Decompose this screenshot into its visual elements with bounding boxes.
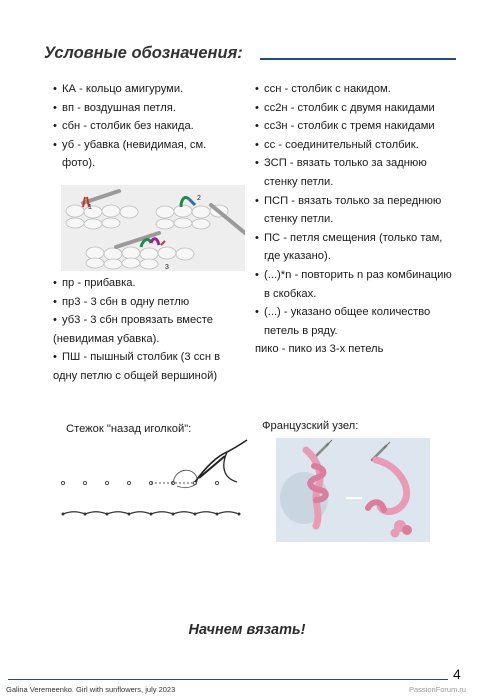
bullet: • bbox=[53, 101, 57, 114]
bullet: • bbox=[53, 277, 57, 289]
legend-item: стенку петли. bbox=[264, 175, 334, 188]
legend-left-column bbox=[53, 80, 253, 173]
watermark: PassionForum.ru bbox=[409, 685, 467, 694]
legend-item: • КА - кольцо амигуруми. bbox=[53, 80, 253, 99]
footer-rule bbox=[8, 679, 448, 680]
legend-item: • сс3н - столбик с тремя накидами bbox=[255, 117, 465, 136]
legend-item: где указано). bbox=[264, 250, 331, 263]
legend-item: петель в ряду. bbox=[264, 324, 338, 337]
heading-rule bbox=[260, 58, 456, 60]
legend-item: • сбн - столбик без накида. bbox=[53, 117, 253, 136]
legend-item: стенку петли. bbox=[264, 213, 334, 226]
legend-item: • пр3 - 3 сбн в одну петлю bbox=[53, 293, 253, 312]
bullet: • bbox=[53, 314, 57, 327]
section-heading: Условные обозначения: bbox=[44, 44, 243, 62]
legend-item: • ПС - петля смещения (только там, bbox=[255, 229, 465, 248]
bullet: • bbox=[255, 268, 259, 281]
legend-item: • уб3 - 3 сбн провязать вместе bbox=[53, 311, 253, 330]
bullet: • bbox=[53, 351, 57, 364]
legend-item: • пр - прибавка. bbox=[53, 274, 253, 293]
bullet: • bbox=[255, 231, 259, 244]
legend-item: пико - пико из 3-х петель bbox=[255, 343, 384, 356]
backstitch-label: Стежок "назад иголкой": bbox=[66, 423, 192, 435]
step-number: 2 bbox=[197, 195, 201, 202]
legend-item: в скобках. bbox=[264, 287, 317, 300]
bullet: • bbox=[255, 157, 259, 170]
legend-item: • ссн - столбик с накидом. bbox=[255, 80, 465, 99]
legend-item: • (...)*n - повторить n раз комбинацию bbox=[255, 266, 465, 285]
legend-item: • (...) - указано общее количество bbox=[255, 303, 465, 322]
legend-item: • уб - убавка (невидимая, см. bbox=[53, 136, 253, 155]
legend-item: • сс2н - столбик с двумя накидами bbox=[255, 99, 465, 118]
bullet: • bbox=[255, 194, 259, 207]
bullet: • bbox=[53, 138, 57, 151]
bullet: • bbox=[255, 306, 259, 319]
backstitch-diagram bbox=[55, 438, 255, 528]
legend-left-column-lower bbox=[53, 274, 253, 386]
bullet: • bbox=[255, 101, 259, 114]
legend-item: • сс - соединительный столбик. bbox=[255, 136, 465, 155]
bullet: • bbox=[255, 120, 259, 133]
french-knot-diagram bbox=[276, 438, 430, 542]
legend-item: одну петлю с общей вершиной) bbox=[53, 369, 218, 382]
step-number: 3 bbox=[165, 264, 169, 271]
legend-item: • ПСП - вязать только за переднюю bbox=[255, 192, 465, 211]
bullet: • bbox=[53, 83, 57, 95]
bullet: • bbox=[255, 83, 259, 95]
closing-line: Начнем вязать! bbox=[188, 622, 306, 638]
french-knot-label: Французский узел: bbox=[262, 420, 359, 432]
legend-item: • вп - воздушная петля. bbox=[53, 99, 253, 118]
legend-item: • ПШ - пышный столбик (3 ссн в bbox=[53, 348, 253, 367]
crochet-decrease-photo bbox=[61, 185, 245, 271]
legend-item: фото). bbox=[62, 157, 96, 170]
bullet: • bbox=[53, 120, 57, 133]
legend-right-column bbox=[255, 80, 465, 359]
page-number: 4 bbox=[453, 666, 461, 682]
step-number: 1 bbox=[88, 204, 92, 211]
legend-item: (невидимая убавка). bbox=[53, 332, 160, 345]
bullet: • bbox=[255, 138, 259, 151]
legend-item: • ЗСП - вязать только за заднюю bbox=[255, 154, 465, 173]
footer-credit: Galina Veremeenko. Girl with sunflowers, july 2023 bbox=[6, 685, 176, 694]
bullet: • bbox=[53, 295, 57, 308]
